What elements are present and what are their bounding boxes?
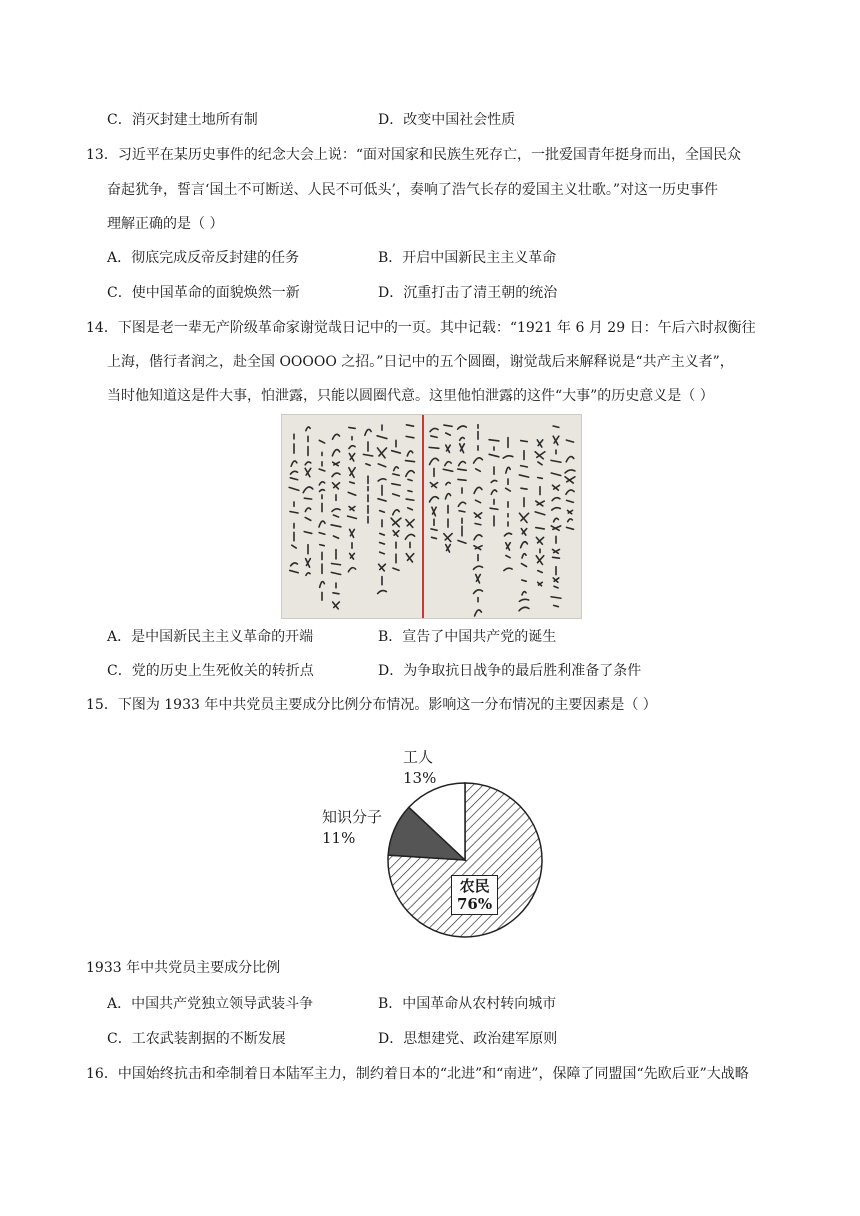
handwriting-stroke bbox=[519, 607, 529, 610]
handwriting-stroke bbox=[379, 564, 386, 571]
handwriting-stroke bbox=[445, 462, 451, 466]
q15-option-d: D．思想建党、政治建军原则 bbox=[378, 1031, 558, 1047]
handwriting-stroke bbox=[333, 593, 339, 594]
handwriting-stroke bbox=[350, 553, 355, 559]
handwriting-stroke bbox=[554, 605, 559, 606]
q13-option-d: D．沉重打击了清王朝的统治 bbox=[378, 285, 558, 301]
q16-stem-line1: 16．中国始终抗击和牵制着日本陆军主力，制约着日本的“北进”和“南进”，保障了同盟国“先欧后亚”大战略 bbox=[86, 1066, 749, 1082]
handwriting-stroke bbox=[567, 500, 574, 502]
handwriting-stroke bbox=[305, 517, 311, 520]
handwriting-stroke bbox=[444, 534, 452, 542]
handwriting-stroke bbox=[377, 436, 387, 439]
handwriting-stroke bbox=[392, 451, 401, 453]
handwriting-stroke bbox=[331, 525, 341, 527]
red-margin-line bbox=[422, 415, 424, 618]
q12-option-d: D．改变中国社会性质 bbox=[378, 112, 516, 128]
handwriting-stroke bbox=[475, 523, 481, 524]
q13-stem-line1: 13．习近平在某历史事件的纪念大会上说：“面对国家和民族生死存亡，一批爱国青年挺身而出，全国民众 bbox=[86, 147, 741, 163]
handwriting-stroke bbox=[305, 508, 310, 512]
handwriting-stroke bbox=[538, 478, 543, 479]
handwriting-stroke bbox=[489, 454, 499, 456]
q14-option-b: B．宣告了中国共产党的诞生 bbox=[378, 629, 557, 645]
handwriting-stroke bbox=[522, 580, 526, 581]
handwriting-stroke bbox=[521, 564, 526, 567]
pie-label-farmers-box bbox=[451, 875, 498, 915]
handwriting-stroke bbox=[380, 542, 385, 544]
handwriting-stroke bbox=[458, 502, 465, 506]
handwriting-stroke bbox=[393, 494, 400, 496]
handwriting-stroke bbox=[291, 461, 297, 466]
handwriting-stroke bbox=[506, 467, 510, 473]
handwriting-stroke bbox=[289, 487, 299, 490]
handwriting-stroke bbox=[473, 566, 482, 569]
handwriting-stroke bbox=[567, 527, 574, 529]
handwriting-stroke bbox=[333, 434, 340, 439]
handwriting-stroke bbox=[303, 487, 313, 493]
handwriting-stroke bbox=[365, 429, 371, 435]
handwriting-stroke bbox=[444, 425, 452, 426]
handwriting-stroke bbox=[378, 464, 385, 467]
handwriting-stroke bbox=[290, 478, 297, 480]
handwriting-stroke bbox=[553, 426, 559, 427]
handwriting-stroke bbox=[475, 610, 482, 616]
q14-stem-line3: 当时他知道这是件大事，怕泄露，只能以圆圈代意。这里他怕泄露的这件“大事”的历史意义是（ ） bbox=[107, 388, 714, 404]
handwriting-stroke bbox=[490, 508, 498, 509]
handwriting-stroke bbox=[306, 559, 311, 568]
q13-option-a: A．彻底完成反帝反封建的任务 bbox=[107, 250, 300, 266]
handwriting-stroke bbox=[565, 470, 575, 473]
handwriting-stroke bbox=[519, 475, 528, 477]
pie-label-farmers: 农民 bbox=[459, 877, 490, 895]
handwriting-stroke bbox=[446, 433, 451, 435]
handwriting-stroke bbox=[491, 480, 497, 482]
handwriting-stroke bbox=[431, 529, 437, 530]
handwriting-stroke bbox=[474, 590, 483, 594]
handwriting-stroke bbox=[551, 473, 560, 475]
handwriting-stroke bbox=[430, 428, 438, 431]
handwriting-stroke bbox=[320, 582, 325, 588]
handwriting-stroke bbox=[474, 487, 482, 493]
handwriting-stroke bbox=[443, 469, 452, 471]
handwriting-stroke bbox=[460, 444, 465, 453]
handwriting-stroke bbox=[551, 460, 561, 462]
handwriting-stroke bbox=[504, 568, 512, 570]
handwriting-stroke bbox=[320, 545, 324, 546]
handwriting-stroke bbox=[319, 533, 325, 535]
handwriting-stroke bbox=[406, 520, 414, 528]
q14-stem-line1: 14．下图是老一辈无产阶级革命家谢觉哉日记中的一页。其中记载：“1921 年 6 月 29 日：午后六时叔衡往 bbox=[86, 320, 756, 336]
handwriting-stroke bbox=[522, 592, 526, 595]
handwriting-stroke bbox=[319, 440, 324, 443]
handwriting-stroke bbox=[429, 497, 438, 502]
handwriting-stroke bbox=[319, 469, 325, 471]
handwriting-stroke bbox=[568, 519, 573, 522]
handwriting-stroke bbox=[290, 511, 298, 512]
handwriting-stroke bbox=[393, 474, 399, 475]
handwriting-stroke bbox=[333, 515, 338, 517]
handwriting-stroke bbox=[553, 557, 560, 558]
handwriting-stroke bbox=[349, 427, 355, 428]
handwriting-stroke bbox=[393, 568, 399, 570]
handwriting-stroke bbox=[567, 510, 572, 513]
handwriting-stroke bbox=[377, 448, 386, 458]
handwriting-stroke bbox=[474, 513, 481, 518]
handwriting-stroke bbox=[536, 501, 544, 506]
handwriting-stroke bbox=[380, 511, 385, 513]
q13-stem-line2: 奋起犹争，誓言‘国土不可断送、人民不可低头’，奏响了浩气长存的爱国主义壮歌。”对这一历史事件 bbox=[107, 182, 719, 198]
handwriting-stroke bbox=[552, 508, 560, 510]
handwriting-stroke bbox=[429, 447, 439, 448]
handwriting-stroke bbox=[319, 521, 325, 527]
handwriting-stroke bbox=[536, 537, 543, 544]
handwriting-stroke bbox=[537, 440, 543, 447]
handwriting-stroke bbox=[332, 563, 341, 564]
handwriting-stroke bbox=[458, 540, 466, 543]
handwriting-stroke bbox=[553, 578, 559, 582]
handwriting-stroke bbox=[405, 534, 414, 539]
handwriting-stroke bbox=[349, 454, 354, 461]
handwriting-stroke bbox=[363, 454, 372, 456]
handwriting-stroke bbox=[332, 473, 340, 477]
handwriting-stroke bbox=[332, 509, 340, 512]
q15-option-c: C．工农武装割据的不断发展 bbox=[107, 1031, 286, 1047]
handwriting-stroke bbox=[538, 582, 543, 585]
handwriting-stroke bbox=[476, 574, 481, 582]
handwriting-stroke bbox=[332, 450, 339, 456]
q13-option-b: B．开启中国新民主主义革命 bbox=[378, 250, 557, 266]
handwriting-stroke bbox=[445, 494, 450, 499]
handwriting-stroke bbox=[459, 461, 466, 465]
handwriting-stroke bbox=[458, 469, 466, 470]
handwriting-stroke bbox=[304, 498, 311, 499]
handwriting-stroke bbox=[535, 452, 545, 459]
q14-option-d: D．为争取抗日战争的最后胜利准备了条件 bbox=[378, 663, 642, 679]
pie-label-workers: 工人 bbox=[403, 748, 434, 766]
q15-option-a: A．中国共产党独立领导武装斗争 bbox=[107, 996, 314, 1012]
handwriting-stroke bbox=[430, 483, 437, 488]
handwriting-stroke bbox=[320, 490, 325, 492]
handwriting-stroke bbox=[521, 542, 528, 548]
handwriting-stroke bbox=[349, 468, 355, 478]
handwriting-stroke bbox=[538, 571, 542, 573]
handwriting-stroke bbox=[458, 426, 467, 429]
q14-option-c: C．党的历史上生死攸关的转折点 bbox=[107, 663, 314, 679]
handwriting-stroke bbox=[393, 510, 400, 515]
handwriting-stroke bbox=[305, 462, 311, 465]
handwriting-stroke bbox=[506, 543, 511, 550]
handwriting-stroke bbox=[489, 440, 499, 441]
party-composition-pie-chart bbox=[300, 740, 560, 960]
handwriting-stroke bbox=[432, 537, 437, 538]
handwriting-stroke bbox=[566, 457, 574, 462]
handwriting-stroke bbox=[521, 529, 526, 536]
handwriting-stroke bbox=[392, 484, 400, 486]
handwriting-stroke bbox=[348, 516, 357, 518]
handwriting-stroke bbox=[446, 445, 450, 452]
handwriting-stroke bbox=[535, 512, 545, 515]
handwriting-stroke bbox=[366, 464, 370, 466]
handwriting-stroke bbox=[378, 499, 386, 501]
chart-caption: 1933 年中共党员主要成分比例 bbox=[86, 960, 281, 976]
handwriting-stroke bbox=[476, 469, 481, 471]
handwriting-stroke bbox=[519, 599, 528, 601]
handwriting-stroke bbox=[553, 436, 559, 445]
handwriting-stroke bbox=[503, 456, 512, 458]
q14-stem-line2: 上海，偕行者润之，赴全国 OOOOO 之招。”日记中的五个圆圈，谢觉哉后来解释说是“共产主义者”， bbox=[107, 354, 734, 370]
handwriting-stroke bbox=[408, 508, 413, 510]
handwriting-stroke bbox=[291, 563, 298, 566]
handwriting-stroke bbox=[566, 440, 573, 442]
handwriting-stroke bbox=[378, 591, 387, 594]
handwriting-stroke bbox=[406, 554, 413, 562]
handwriting-stroke bbox=[506, 488, 511, 491]
handwriting-stroke bbox=[380, 552, 385, 554]
handwriting-stroke bbox=[393, 531, 399, 537]
pie-label-farmers-pct: 76% bbox=[457, 895, 493, 913]
handwriting-stroke bbox=[306, 573, 310, 576]
handwriting-stroke bbox=[332, 483, 339, 489]
q13-option-c: C．使中国革命的面貌焕然一新 bbox=[107, 285, 300, 301]
handwriting-stroke bbox=[306, 427, 310, 431]
handwriting-stroke bbox=[552, 485, 559, 490]
handwriting-stroke bbox=[552, 549, 559, 553]
handwriting-stroke bbox=[566, 490, 574, 494]
handwriting-stroke bbox=[407, 451, 412, 456]
diary-page-image bbox=[281, 414, 582, 619]
pie-label-intellectuals-pct: 11% bbox=[322, 829, 356, 847]
handwriting-stroke bbox=[331, 572, 340, 574]
handwriting-stroke bbox=[405, 461, 414, 462]
handwriting-stroke bbox=[394, 467, 399, 471]
handwriting-stroke bbox=[446, 482, 450, 484]
handwriting-stroke bbox=[333, 602, 340, 609]
handwriting-stroke bbox=[291, 471, 298, 474]
handwriting-stroke bbox=[446, 545, 451, 552]
handwriting-stroke bbox=[378, 479, 386, 481]
handwriting-stroke bbox=[333, 462, 340, 466]
handwriting-stroke bbox=[474, 546, 482, 550]
handwriting-stroke bbox=[474, 458, 483, 463]
handwriting-stroke bbox=[536, 528, 544, 529]
handwriting-stroke bbox=[538, 462, 542, 465]
handwriting-stroke bbox=[459, 511, 465, 512]
handwriting-stroke bbox=[304, 532, 312, 534]
handwriting-stroke bbox=[430, 458, 439, 464]
handwriting-stroke bbox=[474, 535, 482, 540]
handwriting-stroke bbox=[431, 436, 437, 437]
handwriting-stroke bbox=[391, 518, 401, 527]
handwriting-stroke bbox=[521, 466, 528, 467]
handwriting-stroke bbox=[406, 436, 414, 437]
handwriting-stroke bbox=[408, 479, 412, 480]
handwriting-stroke bbox=[536, 556, 543, 565]
handwriting-stroke bbox=[406, 425, 413, 426]
pie-label-workers-pct: 13% bbox=[403, 769, 437, 787]
handwriting-stroke bbox=[350, 482, 355, 483]
handwriting-stroke bbox=[319, 482, 324, 485]
handwriting-stroke bbox=[350, 529, 355, 537]
q15-option-b: B．中国革命从农村转向城市 bbox=[378, 996, 557, 1012]
handwriting-stroke bbox=[504, 533, 511, 536]
handwriting-stroke bbox=[565, 477, 575, 483]
handwriting-stroke bbox=[460, 437, 465, 440]
handwriting-stroke bbox=[551, 526, 560, 530]
handwriting-stroke bbox=[406, 499, 414, 500]
handwriting-stroke bbox=[491, 490, 496, 494]
pie-label-intellectuals: 知识分子 bbox=[322, 808, 383, 826]
handwriting-stroke bbox=[305, 468, 311, 476]
handwriting-stroke bbox=[406, 471, 414, 477]
handwriting-stroke bbox=[519, 513, 528, 522]
handwriting-stroke bbox=[333, 536, 338, 538]
handwriting-stroke bbox=[348, 568, 355, 572]
handwriting-stroke bbox=[458, 479, 466, 480]
handwriting-stroke bbox=[408, 491, 412, 492]
handwriting-stroke bbox=[554, 518, 559, 522]
handwriting-stroke bbox=[292, 545, 296, 548]
handwriting-stroke bbox=[432, 507, 436, 516]
handwriting-stroke bbox=[554, 586, 558, 588]
q12-option-c: C．消灭封建土地所有制 bbox=[107, 112, 258, 128]
handwriting-stroke bbox=[290, 570, 299, 572]
q14-option-a: A．是中国新民主主义革命的开端 bbox=[107, 629, 314, 645]
handwriting-stroke bbox=[552, 498, 560, 501]
handwriting-stroke bbox=[506, 555, 510, 557]
handwriting-strokes bbox=[282, 415, 581, 618]
q13-stem-line3: 理解正确的是（ ） bbox=[107, 216, 224, 232]
handwriting-stroke bbox=[522, 554, 526, 558]
handwriting-stroke bbox=[349, 507, 355, 511]
handwriting-stroke bbox=[551, 597, 561, 598]
handwriting-stroke bbox=[521, 488, 527, 489]
q15-stem-line1: 15．下图为 1933 年中共党员主要成分比例分布情况。影响这一分布情况的主要因素是（ ） bbox=[86, 697, 657, 713]
handwriting-stroke bbox=[380, 533, 385, 535]
handwriting-stroke bbox=[521, 441, 528, 442]
handwriting-stroke bbox=[349, 446, 355, 449]
handwriting-stroke bbox=[348, 492, 356, 495]
handwriting-stroke bbox=[475, 500, 480, 502]
